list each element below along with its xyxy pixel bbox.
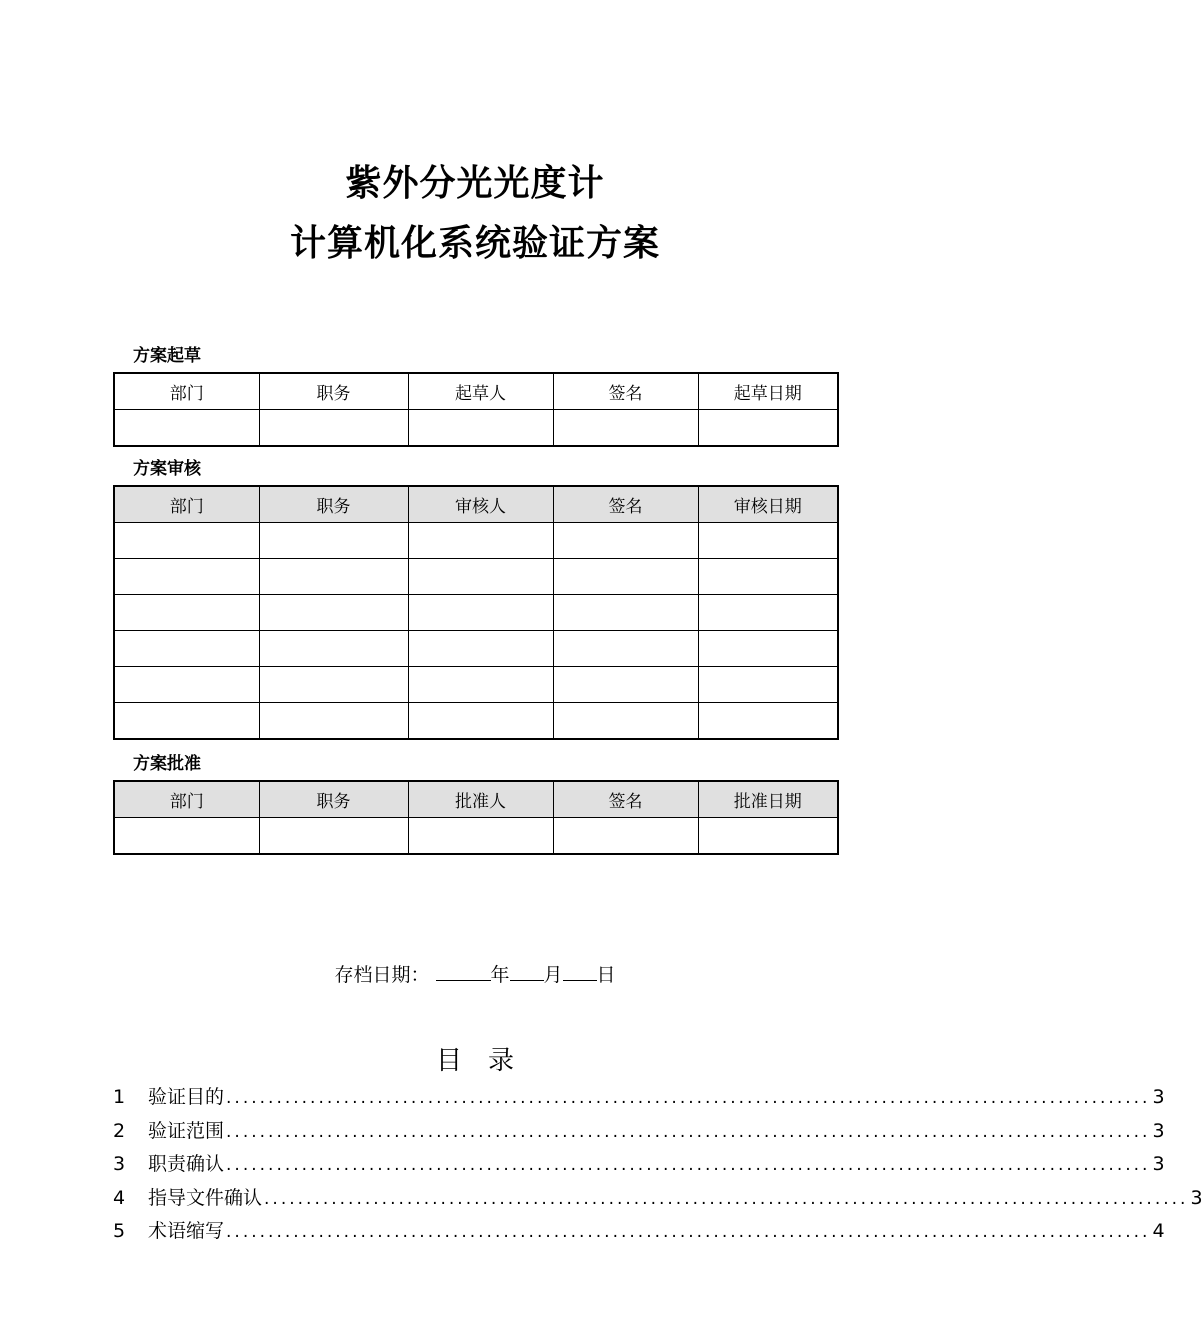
toc-leader-dots: .............................................................................................................. xyxy=(264,1188,1189,1209)
table-cell[interactable] xyxy=(114,667,259,703)
toc-entry-page: 3 xyxy=(1152,1086,1165,1108)
table-cell[interactable] xyxy=(114,559,259,595)
column-header-department: 部门 xyxy=(114,781,259,818)
toc-leader-dots: .............................................................................................................. xyxy=(226,1222,1151,1242)
table-cell[interactable] xyxy=(553,523,698,559)
table-cell[interactable] xyxy=(408,410,553,447)
toc-entry-number: 5 xyxy=(113,1220,126,1242)
table-cell[interactable] xyxy=(698,410,838,447)
table-cell[interactable] xyxy=(114,523,259,559)
column-header-date: 审核日期 xyxy=(698,486,838,523)
table-cell[interactable] xyxy=(553,559,698,595)
table-cell[interactable] xyxy=(259,595,408,631)
toc-entry-page: 4 xyxy=(1152,1220,1165,1242)
column-header-reviewer: 审核人 xyxy=(408,486,553,523)
table-cell[interactable] xyxy=(408,631,553,667)
table-row xyxy=(114,703,838,740)
column-header-position: 职务 xyxy=(259,486,408,523)
table-cell[interactable] xyxy=(259,410,408,447)
table-cell[interactable] xyxy=(259,703,408,740)
column-header-position: 职务 xyxy=(259,373,408,410)
table-cell[interactable] xyxy=(698,523,838,559)
drafting-table xyxy=(113,372,839,447)
toc-entry[interactable] xyxy=(113,1116,1165,1150)
table-cell[interactable] xyxy=(698,631,838,667)
toc-entry[interactable] xyxy=(113,1216,1165,1250)
table-header-row xyxy=(114,781,838,818)
column-header-signature: 签名 xyxy=(553,373,698,410)
table-cell[interactable] xyxy=(114,631,259,667)
column-header-signature: 签名 xyxy=(553,781,698,818)
archive-date-label: 存档日期： xyxy=(334,964,430,986)
table-cell[interactable] xyxy=(553,667,698,703)
toc-entry-number: 4 xyxy=(113,1186,126,1209)
table-cell[interactable] xyxy=(553,595,698,631)
table-cell[interactable] xyxy=(408,818,553,855)
column-header-drafter: 起草人 xyxy=(408,373,553,410)
table-cell[interactable] xyxy=(698,667,838,703)
table-row xyxy=(114,667,838,703)
table-cell[interactable] xyxy=(408,667,553,703)
toc-leader-dots: .............................................................................................................. xyxy=(226,1088,1151,1108)
column-header-date: 批准日期 xyxy=(698,781,838,818)
table-cell[interactable] xyxy=(698,818,838,855)
table-cell[interactable] xyxy=(114,818,259,855)
approval-table xyxy=(113,780,839,855)
document-title-line2: 计算机化系统验证方案 xyxy=(289,223,660,264)
table-row xyxy=(114,631,838,667)
table-cell[interactable] xyxy=(259,559,408,595)
toc-entry[interactable] xyxy=(113,1183,1203,1217)
table-row xyxy=(114,595,838,631)
toc-entry-title: 指导文件确认 xyxy=(148,1186,263,1209)
toc-entry[interactable] xyxy=(113,1149,1165,1183)
toc-entry-title: 验证目的 xyxy=(148,1086,225,1108)
day-blank[interactable] xyxy=(563,962,597,981)
table-cell[interactable] xyxy=(408,703,553,740)
toc-entry-title: 验证范围 xyxy=(148,1119,225,1142)
day-label: 日 xyxy=(596,964,616,986)
column-header-signature: 签名 xyxy=(553,486,698,523)
table-row xyxy=(114,559,838,595)
table-cell[interactable] xyxy=(553,703,698,740)
table-header-row xyxy=(114,486,838,523)
table-cell[interactable] xyxy=(408,559,553,595)
month-label: 月 xyxy=(543,964,563,986)
table-cell[interactable] xyxy=(259,818,408,855)
toc-entry-title: 职责确认 xyxy=(148,1153,225,1175)
table-cell[interactable] xyxy=(259,523,408,559)
toc-entry-number: 1 xyxy=(113,1086,126,1108)
toc-entry-number: 2 xyxy=(113,1119,126,1142)
toc-title: 目 录 xyxy=(435,1046,514,1076)
table-cell[interactable] xyxy=(553,631,698,667)
review-section-label: 方案审核 xyxy=(133,459,201,479)
toc-entry-page: 3 xyxy=(1152,1153,1165,1175)
review-table xyxy=(113,485,839,740)
table-cell[interactable] xyxy=(259,667,408,703)
document-title-line1: 紫外分光光度计 xyxy=(345,163,605,204)
table-of-contents xyxy=(113,1082,1203,1250)
table-cell[interactable] xyxy=(259,631,408,667)
toc-entry[interactable] xyxy=(113,1082,1165,1116)
table-row xyxy=(114,410,838,447)
table-cell[interactable] xyxy=(114,595,259,631)
table-row xyxy=(114,818,838,855)
column-header-position: 职务 xyxy=(259,781,408,818)
table-cell[interactable] xyxy=(553,410,698,447)
year-blank[interactable] xyxy=(436,962,491,981)
table-cell[interactable] xyxy=(408,595,553,631)
toc-leader-dots: .............................................................................................................. xyxy=(226,1155,1151,1175)
column-header-date: 起草日期 xyxy=(698,373,838,410)
toc-entry-number: 3 xyxy=(113,1153,126,1175)
drafting-section-label: 方案起草 xyxy=(133,346,201,366)
column-header-department: 部门 xyxy=(114,486,259,523)
table-cell[interactable] xyxy=(114,703,259,740)
toc-entry-title: 术语缩写 xyxy=(148,1220,225,1242)
table-cell[interactable] xyxy=(553,818,698,855)
table-header-row xyxy=(114,373,838,410)
table-cell[interactable] xyxy=(698,595,838,631)
archive-date-line xyxy=(0,960,950,987)
table-cell[interactable] xyxy=(114,410,259,447)
approval-section-label: 方案批准 xyxy=(133,754,201,774)
year-label: 年 xyxy=(490,964,510,986)
toc-leader-dots: .............................................................................................................. xyxy=(226,1121,1151,1142)
table-cell[interactable] xyxy=(698,559,838,595)
table-cell[interactable] xyxy=(698,703,838,740)
toc-entry-page: 3 xyxy=(1190,1186,1203,1209)
toc-entry-page: 3 xyxy=(1152,1119,1165,1142)
table-row xyxy=(114,523,838,559)
column-header-approver: 批准人 xyxy=(408,781,553,818)
month-blank[interactable] xyxy=(510,962,544,981)
column-header-department: 部门 xyxy=(114,373,259,410)
table-cell[interactable] xyxy=(408,523,553,559)
